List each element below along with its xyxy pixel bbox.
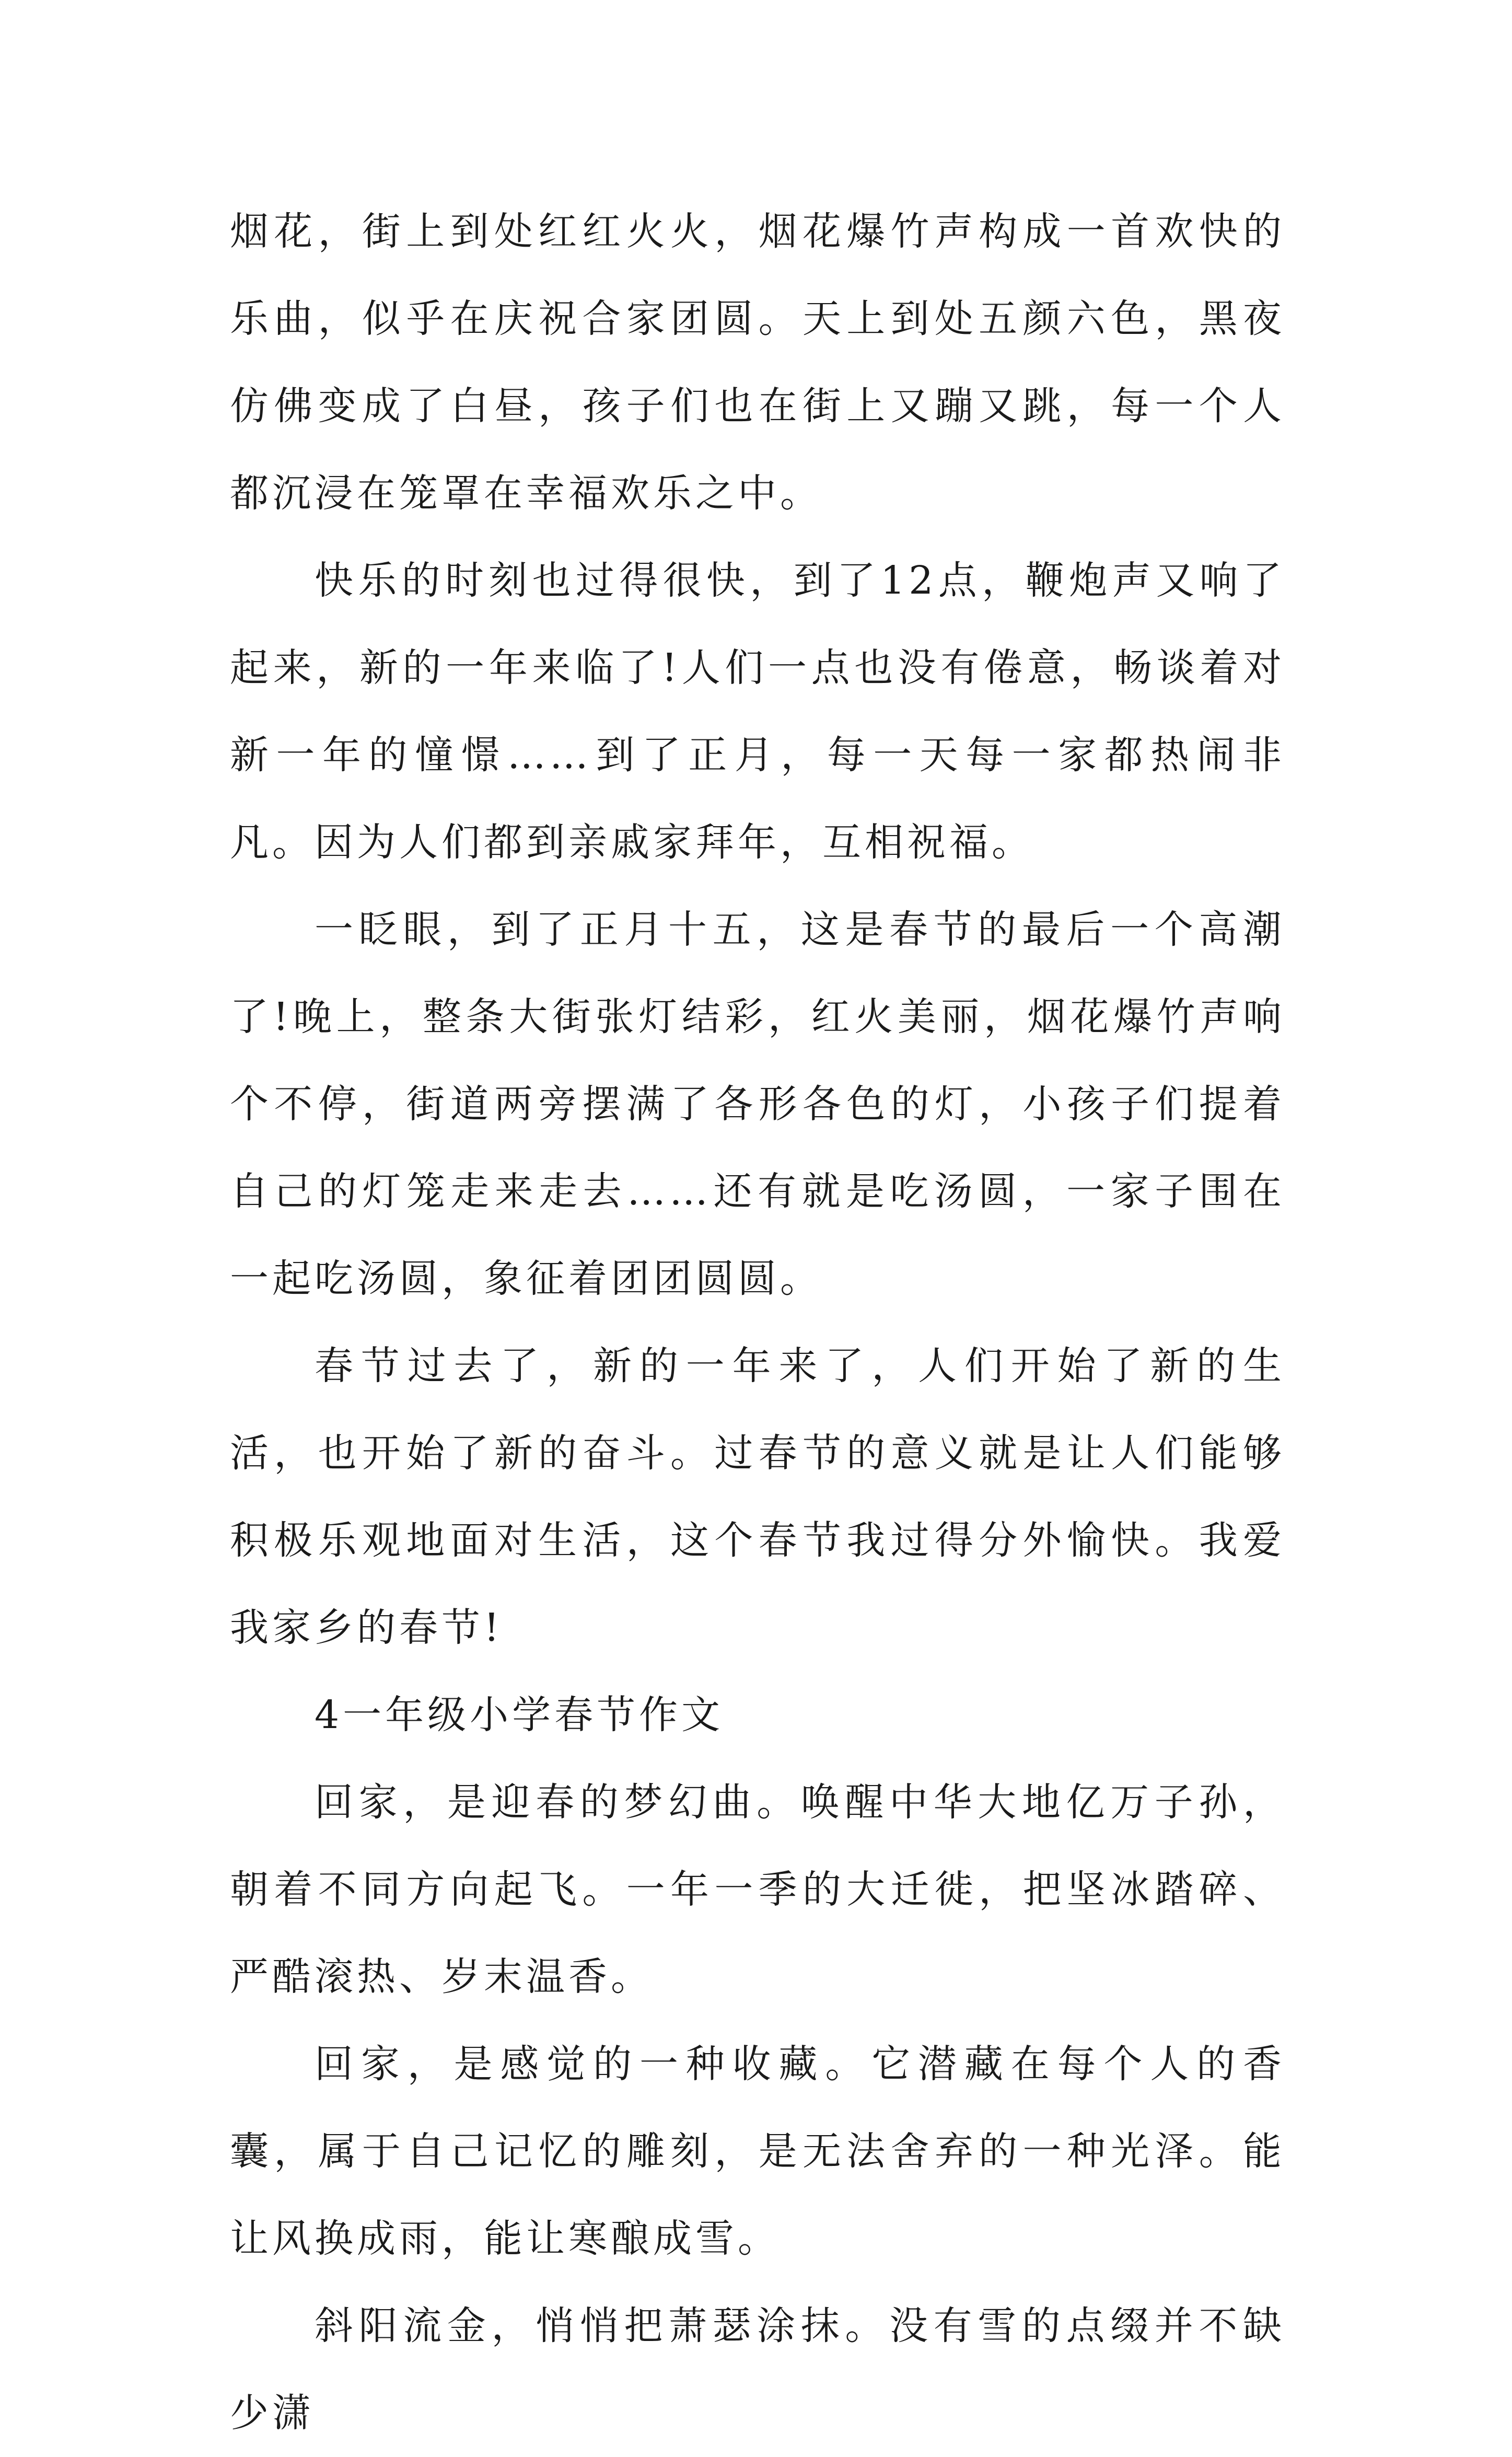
paragraph: 春节过去了，新的一年来了，人们开始了新的生活，也开始了新的奋斗。过春节的意义就是让人们能够积极乐观地面对生活，这个春节我过得分外愉快。我爱我家乡的春节! bbox=[230, 1343, 1285, 1650]
document-body bbox=[230, 188, 1285, 2457]
paragraph: 回家，是感觉的一种收藏。它潜藏在每个人的香囊，属于自己记忆的雕刻，是无法舍弃的一种光泽。能让风换成雨，能让寒酿成雪。 bbox=[230, 2042, 1285, 2261]
paragraph: 斜阳流金，悄悄把萧瑟涂抹。没有雪的点缀并不缺少潇 bbox=[230, 2303, 1285, 2436]
paragraph: 一眨眼，到了正月十五，这是春节的最后一个高潮了!晚上，整条大街张灯结彩，红火美丽，烟花爆竹声响个不停，街道两旁摆满了各形各色的灯，小孩子们提着自己的灯笼走来走去……还有就是吃汤圆，一家子围在一起吃汤圆，象征着团团圆圆。 bbox=[230, 907, 1285, 1301]
paragraph: 快乐的时刻也过得很快，到了12点，鞭炮声又响了起来，新的一年来临了!人们一点也没有倦意，畅谈着对新一年的憧憬……到了正月，每一天每一家都热闹非凡。因为人们都到亲戚家拜年，互相祝福。 bbox=[230, 558, 1285, 865]
paragraph: 烟花，街上到处红红火火，烟花爆竹声构成一首欢快的乐曲，似乎在庆祝合家团圆。天上到处五颜六色，黑夜仿佛变成了白昼，孩子们也在街上又蹦又跳，每一个人都沉浸在笼罩在幸福欢乐之中。 bbox=[230, 209, 1285, 516]
section-heading: 4一年级小学春节作文 bbox=[315, 1693, 724, 1737]
paragraph: 回家，是迎春的梦幻曲。唤醒中华大地亿万子孙，朝着不同方向起飞。一年一季的大迁徙，把坚冰踏碎、严酷滚热、岁末温香。 bbox=[230, 1780, 1285, 1999]
